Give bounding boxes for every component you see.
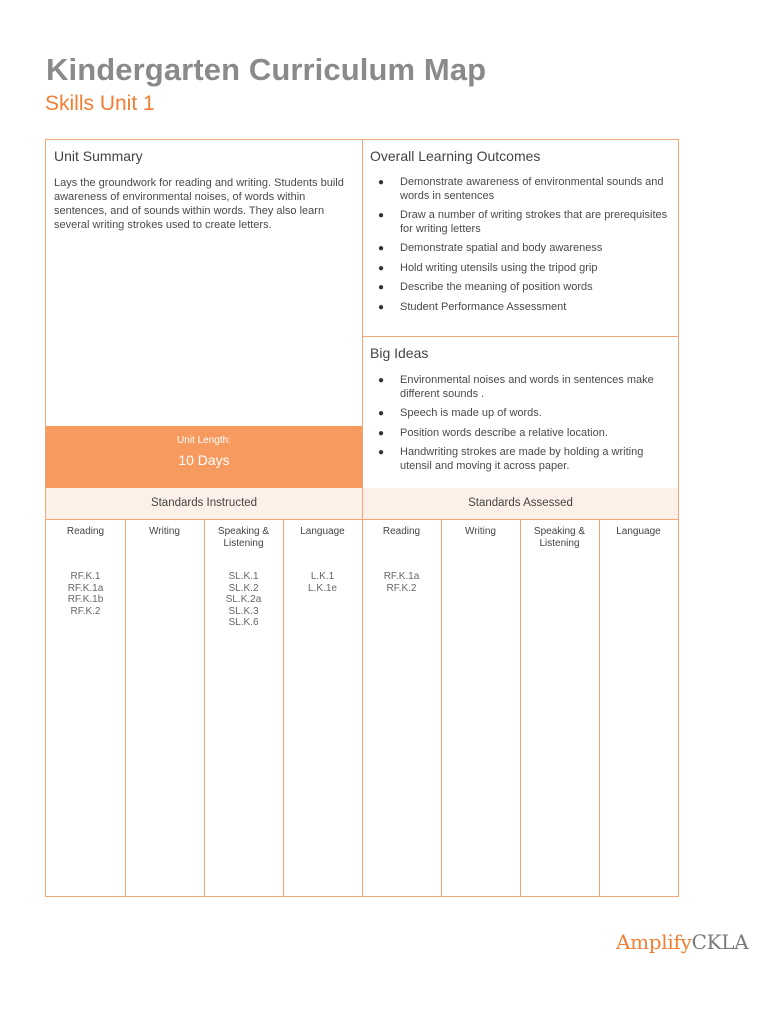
bullet-icon: ●: [378, 447, 385, 458]
list-item: ● Environmental noises and words in sentences make different sounds .: [378, 374, 654, 400]
amplify-ckla-logo: [616, 930, 748, 954]
bullet-icon: ●: [378, 427, 385, 439]
bullet-icon: ●: [378, 262, 385, 274]
bullet-icon: ●: [378, 177, 385, 188]
list-item: ● Handwriting strokes are made by holding a writing utensil and moving it across paper.: [378, 446, 644, 472]
list-item: ● Describe the meaning of position words: [378, 281, 593, 293]
standards-cell: [283, 571, 362, 594]
standard-code: RF.K.1: [70, 571, 101, 582]
row-divider: [362, 336, 679, 337]
column-header-reading: Reading: [66, 526, 105, 537]
big-ideas-list: [370, 374, 670, 479]
standard-code: L.K.1e: [308, 582, 337, 594]
column-header-speaking-listening: Speaking & Listening: [533, 526, 586, 549]
column-divider: [125, 519, 126, 896]
list-item: ● Hold writing utensils using the tripod grip: [378, 261, 598, 274]
column-divider: [362, 140, 363, 488]
standard-code: RF.K.1b: [67, 594, 104, 605]
list-item: ● Demonstrate spatial and body awareness: [378, 242, 603, 254]
list-item: ● Draw a number of writing strokes that are prerequisites for writing letters: [378, 209, 668, 235]
bullet-icon: ●: [378, 301, 385, 313]
logo-brand: Amplify: [616, 930, 692, 954]
standards-instructed-heading: Standards Instructed: [46, 488, 362, 519]
list-item: ● Student Performance Assessment: [378, 300, 567, 313]
standard-code: RF.K.1a: [67, 582, 104, 594]
big-ideas-heading: Big Ideas: [370, 345, 429, 361]
column-divider: [599, 519, 600, 896]
standard-code: SL.K.2a: [225, 594, 262, 605]
column-header-reading: Reading: [382, 526, 421, 537]
standards-cell: [204, 571, 283, 629]
bullet-icon: ●: [378, 282, 385, 293]
bullet-icon: ●: [378, 375, 385, 386]
column-divider: [362, 488, 363, 896]
unit-length-value: 10 Days: [178, 452, 230, 468]
page-title: Kindergarten Curriculum Map: [46, 52, 487, 87]
unit-summary-text: Lays the groundwork for reading and writing. Students build awareness of environmental noises, of words within sentences, and of sounds within words. They also learn several writing strokes used to create letters.: [54, 177, 344, 231]
column-header-speaking-listening: Speaking & Listening: [217, 526, 270, 549]
learning-outcomes-heading: Overall Learning Outcomes: [370, 148, 541, 164]
column-header-writing: Writing: [149, 526, 180, 537]
bullet-icon: ●: [378, 243, 385, 254]
curriculum-map-table: [45, 139, 679, 897]
bullet-icon: ●: [378, 408, 385, 419]
standard-code: L.K.1: [310, 571, 335, 582]
bullet-icon: ●: [378, 210, 385, 221]
list-item: ● Position words describe a relative location.: [378, 426, 608, 439]
standard-code: SL.K.3: [228, 605, 259, 617]
standard-code: RF.K.2: [386, 582, 417, 594]
column-header-language: Language: [616, 526, 661, 537]
standards-cell: [362, 571, 441, 594]
page-subtitle: Skills Unit 1: [45, 92, 155, 115]
list-item: ● Demonstrate awareness of environmental sounds and words in sentences: [378, 176, 664, 202]
unit-summary-heading: Unit Summary: [54, 148, 143, 164]
standard-code: RF.K.1a: [383, 571, 420, 582]
unit-length-label: Unit Length:: [177, 435, 231, 446]
standard-code: RF.K.2: [70, 605, 101, 617]
learning-outcomes-list: [370, 176, 670, 320]
column-divider: [441, 519, 442, 896]
standards-assessed-heading: Standards Assessed: [363, 488, 678, 519]
column-header-language: Language: [300, 526, 345, 537]
column-header-writing: Writing: [465, 526, 496, 537]
standard-code: SL.K.6: [228, 617, 259, 628]
list-item: ● Speech is made up of words.: [378, 407, 542, 419]
standard-code: SL.K.1: [228, 571, 259, 582]
column-divider: [520, 519, 521, 896]
standards-cell: [46, 571, 125, 617]
standard-code: SL.K.2: [228, 582, 259, 594]
unit-length-box: [46, 426, 362, 488]
logo-product: CKLA: [691, 930, 749, 954]
